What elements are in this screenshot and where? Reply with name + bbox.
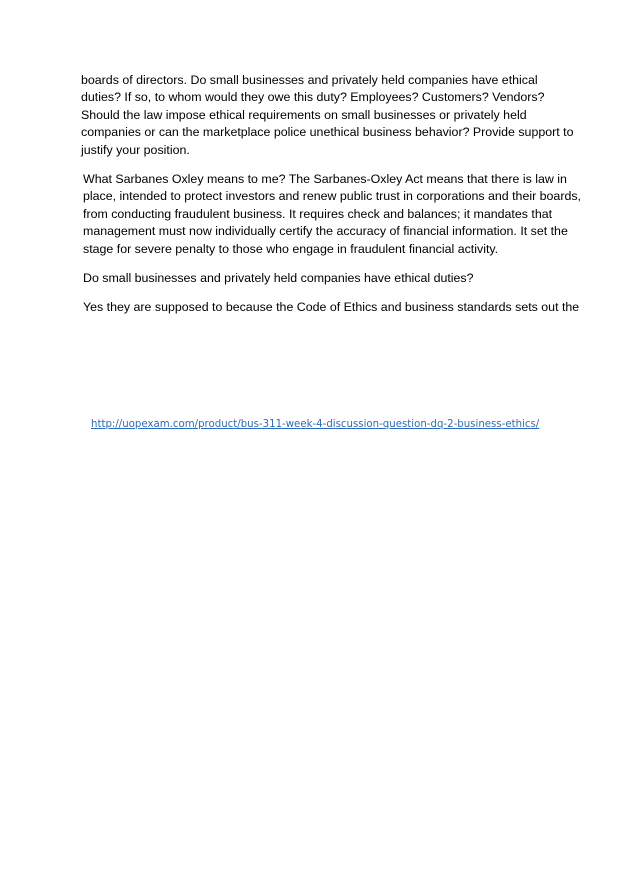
paragraph-ethical-duties-question: Do small businesses and privately held companies have ethical duties? [83, 271, 474, 286]
paragraph-question: boards of directors. Do small businesses and privately held companies have ethical duties? If so, to whom would they owe this duty? Employees? Customers? Vendors? Should the law impose ethical requirements on small businesses or privately held companies or can the marketplace police unethical business behavior? Provide support to justify your position. [81, 73, 574, 157]
paragraph-answer: Yes they are supposed to because the Code of Ethics and business standards sets out the [83, 300, 580, 315]
paragraph-sarbanes-oxley: What Sarbanes Oxley means to me? The Sarbanes-Oxley Act means that there is law in place, intended to protect investors and renew public trust in corporations and their boards, from conducting fraudulent business. It requires check and balances; it mandates that management must now individually certify the accuracy of financial information. It set the stage for severe penalty to those who engage in fraudulent financial activity. [83, 172, 581, 256]
source-link[interactable]: http://uopexam.com/product/bus-311-week-4-discussion-question-dq-2-business-ethics/ [91, 419, 540, 430]
link-container [91, 414, 611, 432]
document-body [81, 72, 581, 329]
